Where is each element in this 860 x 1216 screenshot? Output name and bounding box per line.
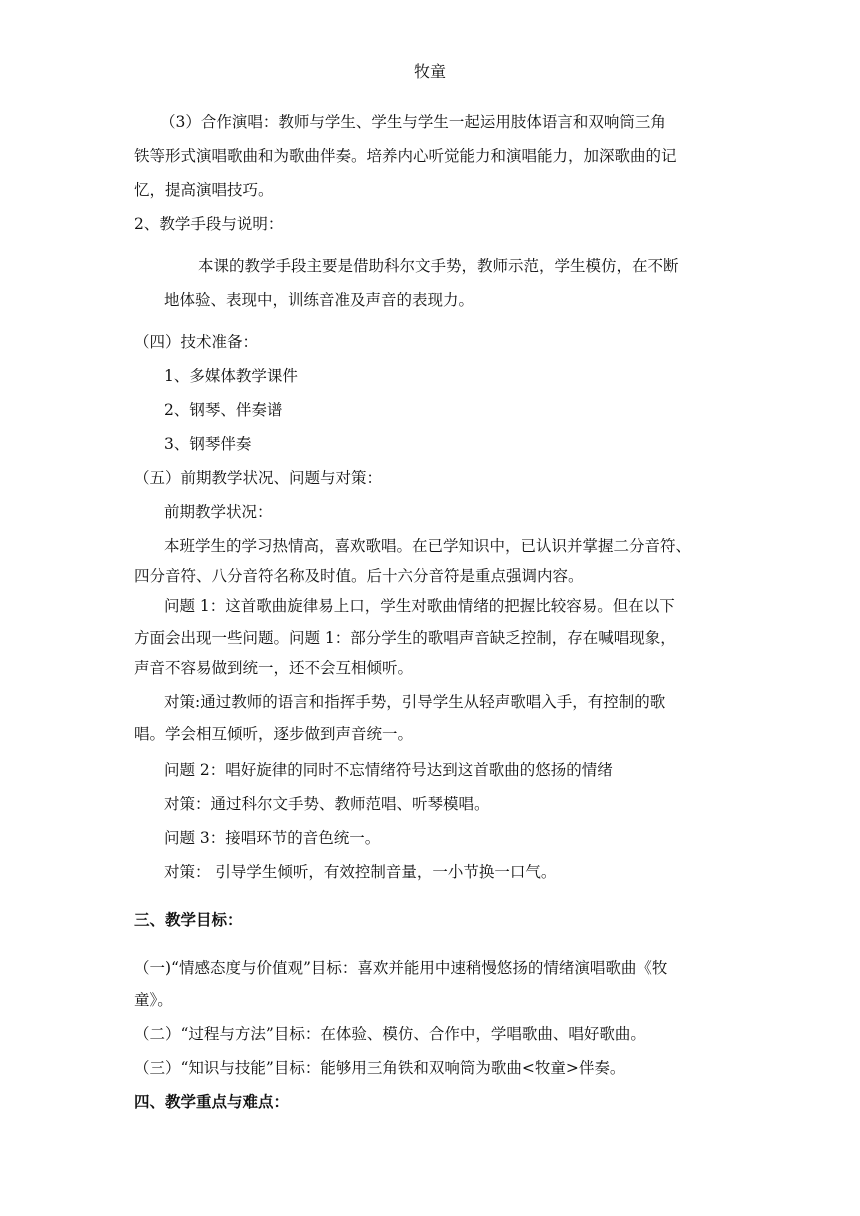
list-item: 2、钢琴、伴奏谱 <box>164 401 283 419</box>
paragraph-line: 唱。学会相互倾听，逐步做到声音统一。 <box>134 725 414 743</box>
paragraph-line: （3）合作演唱：教师与学生、学生与学生一起运用肢体语言和双响筒三角 <box>160 113 666 131</box>
paragraph-line: 对策:通过教师的语言和指挥手势，引导学生从轻声歌唱入手，有控制的歌 <box>164 693 666 711</box>
paragraph-line: （三）“知识与技能”目标：能够用三角铁和双响筒为歌曲<牧童>伴奏。 <box>134 1059 626 1077</box>
paragraph-line: 童》。 <box>134 991 173 1009</box>
paragraph-line: 声音不容易做到统一，还不会互相倾听。 <box>134 659 414 677</box>
paragraph-line: 本课的教学手段主要是借助科尔文手势，教师示范，学生模仿，在不断 <box>198 257 679 275</box>
paragraph-line: 铁等形式演唱歌曲和为歌曲伴奏。培养内心听觉能力和演唱能力，加深歌曲的记 <box>134 147 677 165</box>
section-heading: 四、教学重点与难点： <box>134 1093 290 1111</box>
paragraph-line: 对策： 引导学生倾听，有效控制音量，一小节换一口气。 <box>164 863 557 881</box>
paragraph-line: （一)“情感态度与价值观”目标：喜欢并能用中速稍慢悠扬的情绪演唱歌曲《牧 <box>134 959 668 977</box>
paragraph-line: 问题 1：这首歌曲旋律易上口，学生对歌曲情绪的把握比较容易。但在以下 <box>164 597 675 615</box>
page-header: 牧童 <box>413 62 446 81</box>
paragraph-line: 方面会出现一些问题。问题 1：部分学生的歌唱声音缺乏控制，存在喊唱现象， <box>134 629 676 647</box>
paragraph-line: 忆，提高演唱技巧。 <box>134 181 274 199</box>
paragraph-line: （二）“过程与方法”目标：在体验、模仿、合作中，学唱歌曲、唱好歌曲。 <box>134 1025 646 1043</box>
list-item: 3、钢琴伴奏 <box>164 435 252 453</box>
paragraph-line: 本班学生的学习热情高，喜欢歌唱。在已学知识中，已认识并掌握二分音符、 <box>164 537 692 555</box>
section-heading: （五）前期教学状况、问题与对策： <box>134 469 383 487</box>
list-item: 1、多媒体教学课件 <box>164 367 298 385</box>
paragraph-line: 对策：通过科尔文手势、教师范唱、听琴模唱。 <box>164 795 490 813</box>
paragraph-line: 地体验、表现中，训练音准及声音的表现力。 <box>164 291 475 309</box>
paragraph-line: 问题 2：唱好旋律的同时不忘情绪符号达到这首歌曲的悠扬的情绪 <box>164 761 613 779</box>
paragraph-line: 问题 3：接唱环节的音色统一。 <box>164 829 381 847</box>
paragraph-line: 四分音符、八分音符名称及时值。后十六分音符是重点强调内容。 <box>134 567 584 585</box>
section-heading: 三、教学目标： <box>134 911 243 929</box>
section-heading: 2、教学手段与说明： <box>134 215 284 233</box>
section-heading: （四）技术准备： <box>134 333 259 351</box>
paragraph-line: 前期教学状况： <box>164 503 273 521</box>
